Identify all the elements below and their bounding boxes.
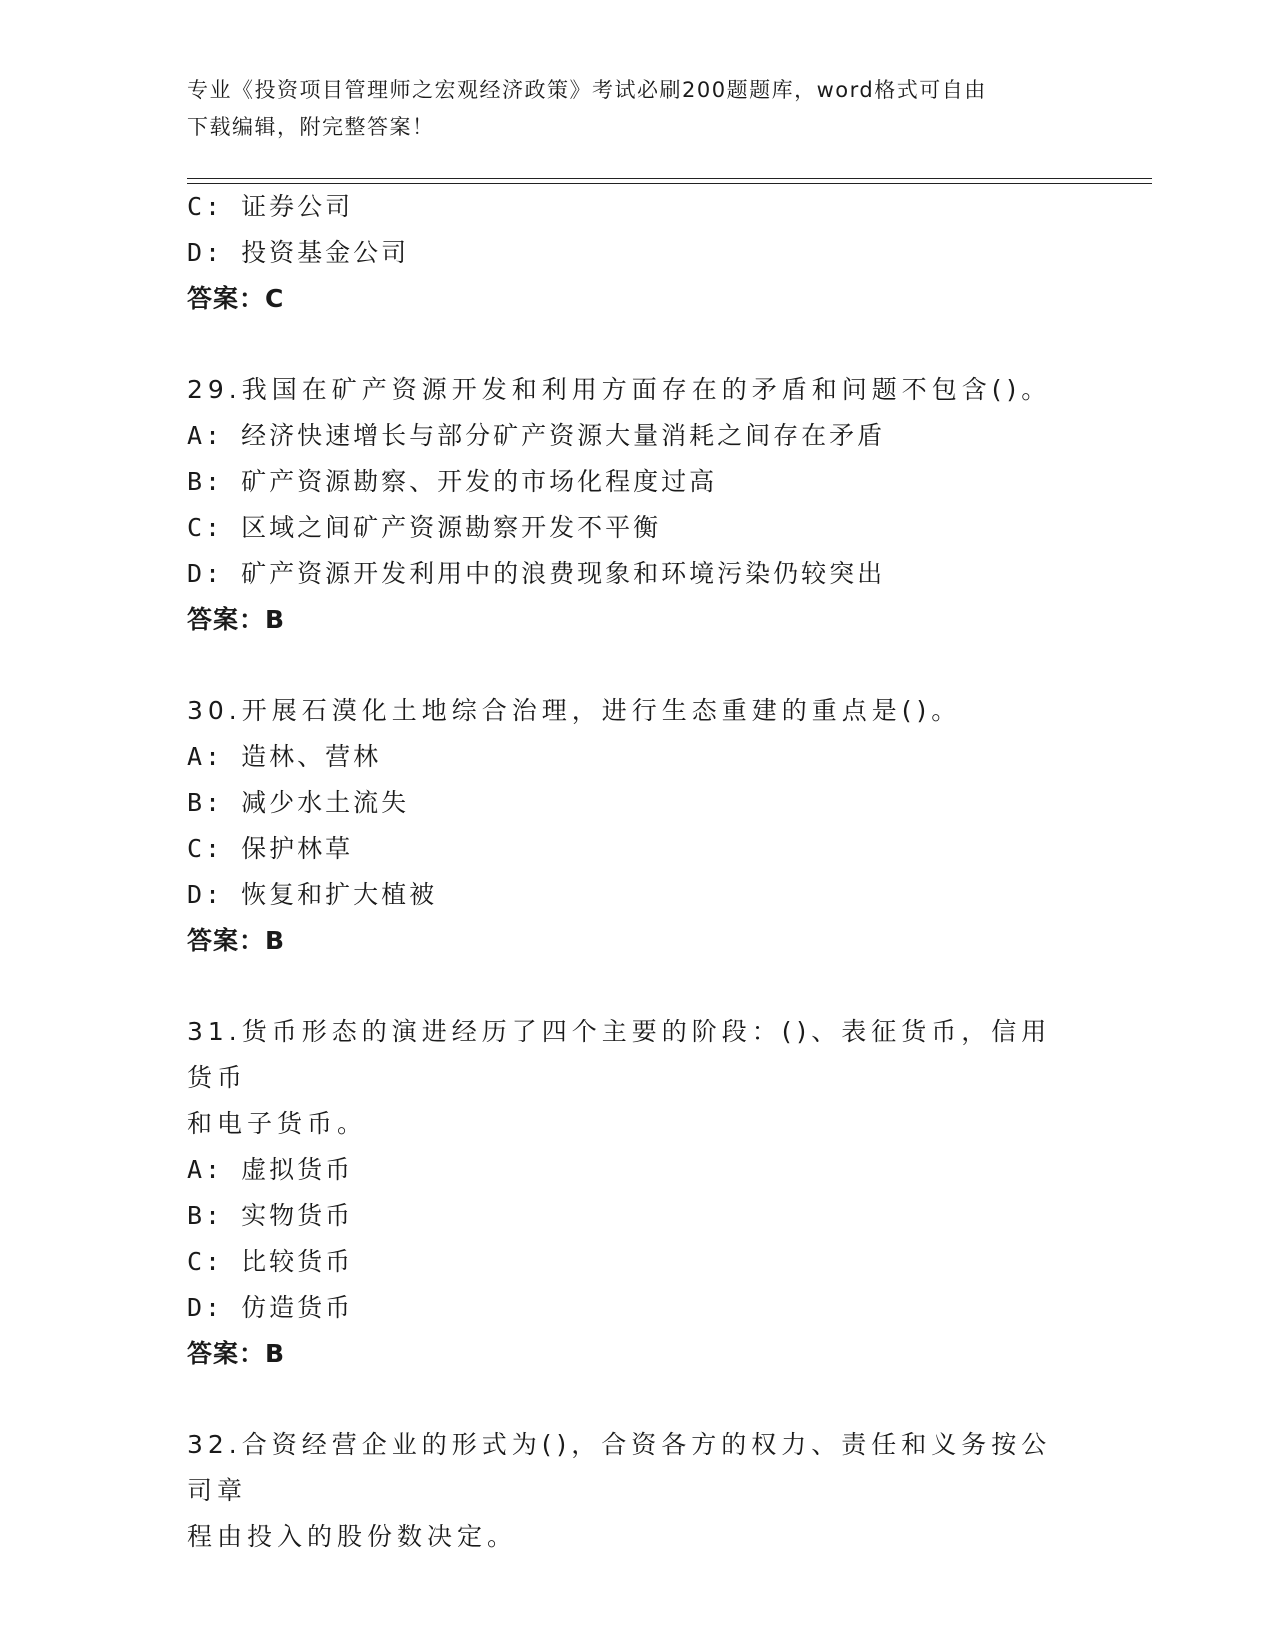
- option-a: A: 造林、营林: [187, 742, 382, 771]
- option-c: C: 比较货币: [187, 1247, 354, 1276]
- question-stem-continued: 和电子货币。: [187, 1109, 368, 1138]
- option-d: D: 仿造货币: [187, 1293, 354, 1322]
- option-c: C: 证券公司: [187, 192, 354, 221]
- option-c: C: 区域之间矿产资源勘察开发不平衡: [187, 513, 662, 542]
- question-stem: 29.我国在矿产资源开发和利用方面存在的矛盾和问题不包含()。: [187, 375, 1052, 404]
- answer: 答案：B: [187, 1339, 286, 1368]
- option-d: D: 投资基金公司: [187, 238, 410, 267]
- answer: 答案：B: [187, 605, 286, 634]
- option-a: A: 虚拟货币: [187, 1155, 354, 1184]
- option-b: B: 减少水土流失: [187, 788, 410, 817]
- question-stem-continued: 程由投入的股份数决定。: [187, 1522, 518, 1551]
- question-list: [187, 184, 1087, 1560]
- option-b: B: 实物货币: [187, 1201, 354, 1230]
- document-header: [187, 72, 1087, 146]
- option-d: D: 恢复和扩大植被: [187, 880, 438, 909]
- option-c: C: 保护林草: [187, 834, 354, 863]
- option-d: D: 矿产资源开发利用中的浪费现象和环境污染仍较突出: [187, 559, 886, 588]
- answer: 答案：C: [187, 284, 285, 313]
- question-stem: 30.开展石漠化土地综合治理，进行生态重建的重点是()。: [187, 696, 962, 725]
- question-block: [187, 688, 1087, 964]
- question-block: [187, 367, 1087, 643]
- header-line-2: 下载编辑，附完整答案！: [187, 115, 435, 139]
- question-block: [187, 1009, 1087, 1377]
- option-b: B: 矿产资源勘察、开发的市场化程度过高: [187, 467, 718, 496]
- option-a: A: 经济快速增长与部分矿产资源大量消耗之间存在矛盾: [187, 421, 886, 450]
- answer: 答案：B: [187, 926, 286, 955]
- header-divider-top: [187, 178, 1152, 179]
- question-stem: 31.货币形态的演进经历了四个主要的阶段：()、表征货币，信用货币: [187, 1017, 1052, 1092]
- question-stem: 32.合资经营企业的形式为()，合资各方的权力、责任和义务按公司章: [187, 1430, 1052, 1505]
- question-block: [187, 1422, 1087, 1560]
- header-line-1: 专业《投资项目管理师之宏观经济政策》考试必刷200题题库，word格式可自由: [187, 78, 987, 102]
